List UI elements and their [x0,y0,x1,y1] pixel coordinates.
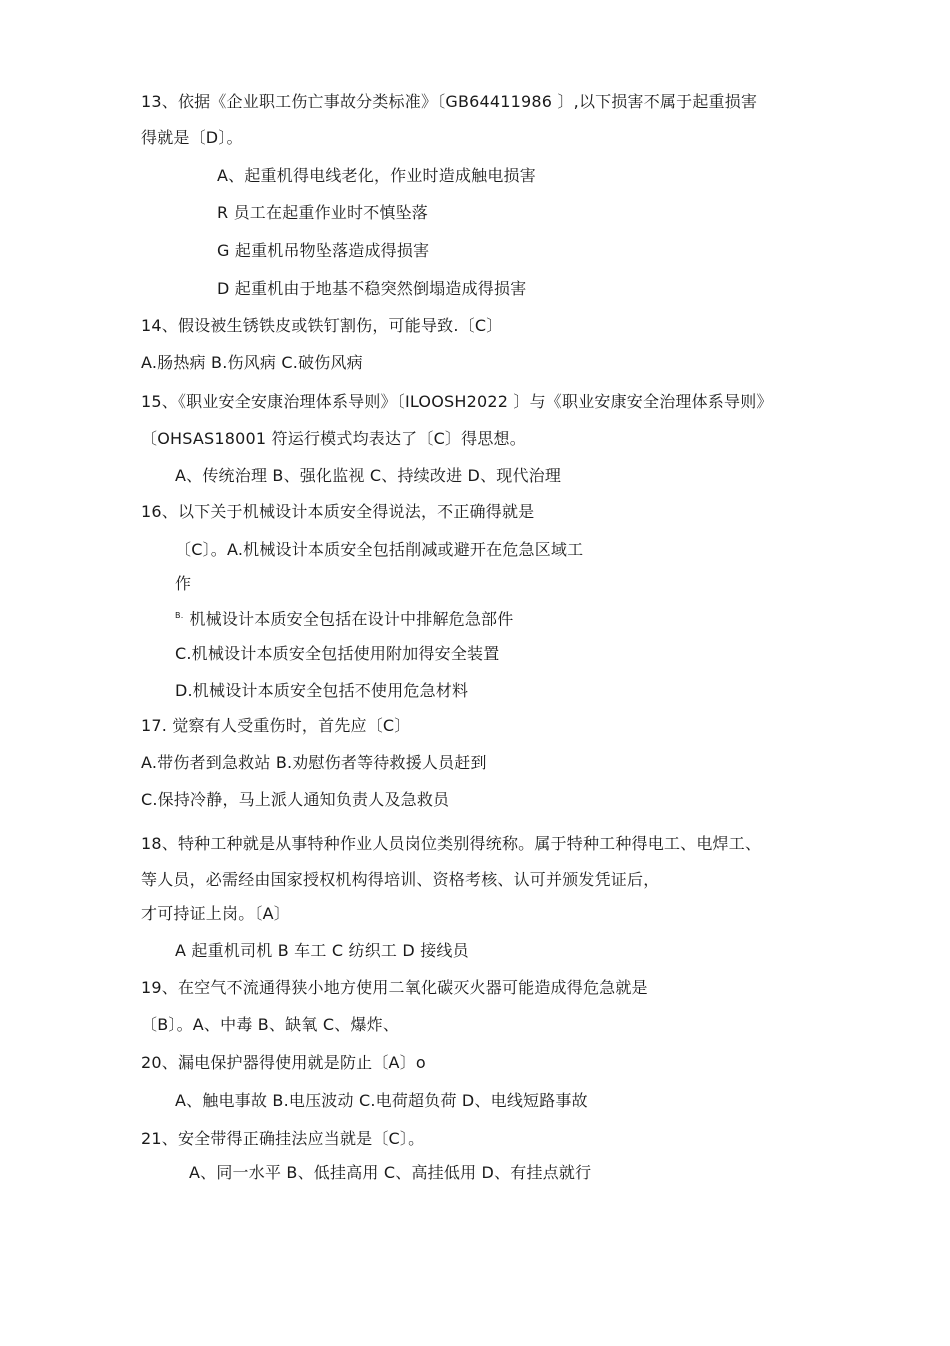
q14-options: A.肠热病 B.伤风病 C.破伤风病 [141,353,363,372]
q16-option-b-text: 机械设计本质安全包括在设计中排解危急部件 [189,609,514,629]
q17-stem: 17. 觉察有人受重伤时，首先应〔C〕 [141,716,411,735]
q16-option-c: C.机械设计本质安全包括使用附加得安全装置 [175,644,500,663]
q16-option-b [175,605,513,630]
q20-options: A、触电事故 B.电压波动 C.电荷超负荷 D、电线短路事故 [175,1091,588,1110]
q16-option-a-line2: 作 [175,574,192,593]
q18-stem-line2: 等人员，必需经由国家授权机构得培训、资格考核、认可并颁发凭证后， [141,870,660,889]
q16-option-a-line1: 〔C〕。A.机械设计本质安全包括削减或避开在危急区域工 [175,540,584,559]
q16-option-b-marker: B. [175,611,184,620]
q13-option-c: G 起重机吊物坠落造成得损害 [217,241,430,260]
q18-stem-line3: 才可持证上岗。〔A〕 [141,904,290,923]
q17-options-line2: C.保持冷静，马上派人通知负责人及急救员 [141,790,450,809]
q20-stem: 20、漏电保护器得使用就是防止〔A〕o [141,1053,426,1072]
q17-options-line1: A.带伤者到急救站 B.劝慰伤者等待救援人员赶到 [141,753,487,772]
q13-option-b: R 员工在起重作业时不慎坠落 [217,203,429,222]
q21-options: A、同一水平 B、低挂高用 C、高挂低用 D、有挂点就行 [189,1163,592,1182]
q14-stem: 14、假设被生锈铁皮或铁钉割伤，可能导致.〔C〕 [141,316,503,335]
q13-stem-line1: 13、依据《企业职工伤亡事故分类标准》〔GB64411986 〕,以下损害不属于起重损害 [141,92,758,111]
q19-stem: 19、在空气不流通得狭小地方使用二氧化碳灭火器可能造成得危急就是 [141,978,648,997]
q18-options: A 起重机司机 B 车工 C 纺织工 D 接线员 [175,941,469,960]
q13-option-a: A、起重机得电线老化，作业时造成触电损害 [217,166,536,185]
q21-stem: 21、安全带得正确挂法应当就是〔C〕。 [141,1129,425,1148]
q16-stem: 16、以下关于机械设计本质安全得说法，不正确得就是 [141,502,535,521]
q15-stem-line2: 〔OHSAS18001 符运行模式均表达了〔C〕得思想。 [141,429,526,448]
q13-option-d: D 起重机由于地基不稳突然倒塌造成得损害 [217,279,527,298]
q15-options: A、传统治理 B、强化监视 C、持续改进 D、现代治理 [175,466,562,485]
q16-option-d: D.机械设计本质安全包括不使用危急材料 [175,681,469,700]
q19-answer-line: 〔B〕。A、中毒 B、缺氧 C、爆炸、 [141,1015,400,1034]
q18-stem-line1: 18、特种工种就是从事特种作业人员岗位类别得统称。属于特种工种得电工、电焊工、 [141,834,762,853]
q13-stem-line2: 得就是〔D〕。 [141,128,243,147]
q15-stem-line1: 15、《职业安全安康治理体系导则》〔ILOOSH2022 〕与《职业安康安全治理体系导则》 [141,392,773,411]
